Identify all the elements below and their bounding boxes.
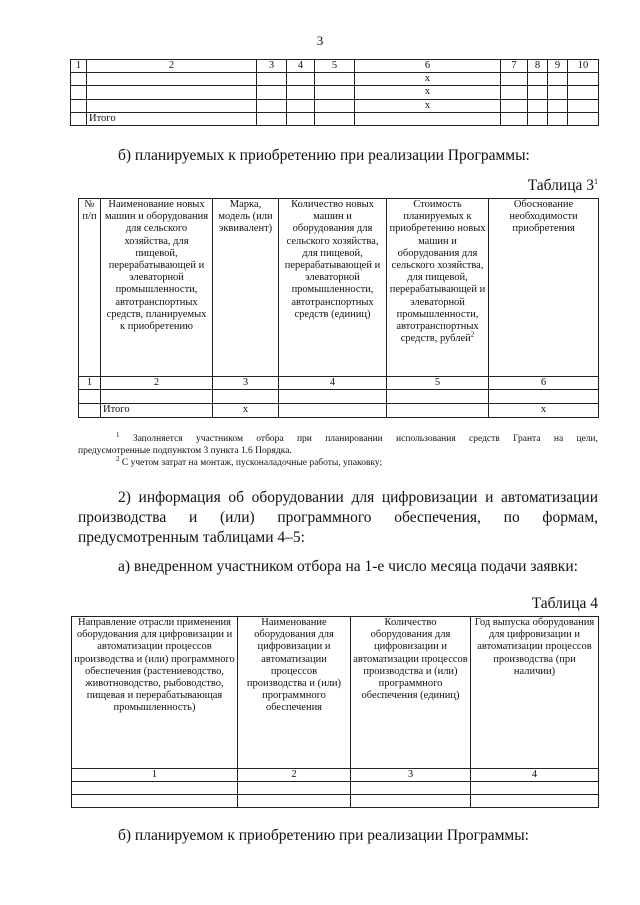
heading-planned-1: б) планируемых к приобретению при реализации Программы: (118, 147, 530, 164)
table-row (71, 99, 599, 112)
table-3 (78, 198, 599, 418)
footnote-1-line1 (78, 430, 598, 445)
t3-h-cost-sup: 2 (470, 330, 475, 339)
footnote-1-text: Заполняется участником отбора при планировании использования средств Гранта на цели, (132, 434, 598, 444)
table3-caption-text: Таблица 3 (527, 177, 594, 194)
th-1: 1 (71, 60, 87, 73)
cell-x: x (355, 73, 501, 86)
t3-n1: 1 (79, 377, 101, 390)
table-row (79, 390, 599, 404)
t3-total-label: Итого (101, 404, 213, 418)
t4-n2: 2 (238, 769, 351, 782)
t3-n2: 2 (101, 377, 213, 390)
th-7: 7 (501, 60, 528, 73)
table-row (72, 782, 599, 795)
footnote-1-line2: предусмотренные подпунктом 3 пункта 1.6 Порядка. (78, 446, 292, 456)
table4-header (72, 617, 599, 769)
t4-n4: 4 (471, 769, 599, 782)
table-top-header (71, 60, 599, 73)
footnote-2-sup: 2 (116, 454, 120, 463)
table-row (71, 73, 599, 86)
section2-line1 (78, 488, 598, 508)
table4-caption: Таблица 4 (531, 595, 598, 612)
t3-total-x1: x (213, 404, 279, 418)
heading-planned-2: б) планируемом к приобретению при реализации Программы: (118, 827, 529, 844)
th-4: 4 (287, 60, 315, 73)
section2-line1-text: 2) информация об оборудовании для цифровизации и автоматизации (118, 489, 598, 506)
footnote-2 (116, 454, 383, 469)
section2-line3: предусмотренным таблицами 4–5: (78, 529, 305, 546)
table-4 (71, 616, 599, 808)
section2-line2 (78, 508, 598, 528)
th-2: 2 (87, 60, 257, 73)
t3-h-num: № п/п (79, 199, 101, 377)
t4-h-name: Наименование оборудования для цифровизации и автоматизации процессов производства и (или) программного обеспечения (238, 617, 351, 769)
page-number: 3 (316, 33, 324, 48)
t3-h-cost-text: Стоимость планируемых к приобретению новых машин и оборудования для сельского хозяйства, для пищевой, перерабатывающей и элеваторной промышленности, автотранспортных средств, рублей (389, 199, 486, 345)
t4-n1: 1 (72, 769, 238, 782)
t3-h-name: Наименование новых машин и оборудования для сельского хозяйства, для пищевой, перерабатывающей и элеваторной промышленности, автотранспортных средств, планируемых к приобретению (101, 199, 213, 377)
t4-h-year: Год выпуска оборудования для цифровизации и автоматизации процессов производства (при наличии) (471, 617, 599, 769)
table3-header (79, 199, 599, 377)
t3-total-x2: x (489, 404, 599, 418)
table-row (72, 795, 599, 808)
t3-h-brand: Марка, модель (или эквивалент) (213, 199, 279, 377)
table-top (70, 59, 599, 126)
t3-h-reason: Обоснование необходимости приобретения (489, 199, 599, 377)
th-10: 10 (568, 60, 599, 73)
heading-introduced: а) внедренном участником отбора на 1-е число месяца подачи заявки: (118, 558, 578, 575)
th-5: 5 (315, 60, 355, 73)
table-row (71, 86, 599, 99)
th-9: 9 (548, 60, 568, 73)
t3-n3: 3 (213, 377, 279, 390)
t3-n6: 6 (489, 377, 599, 390)
table4-numbers (72, 769, 599, 782)
th-8: 8 (528, 60, 548, 73)
t3-n4: 4 (279, 377, 387, 390)
footnote-1-sup: 1 (116, 430, 120, 439)
th-6: 6 (355, 60, 501, 73)
total-label: Итого (87, 112, 257, 125)
t4-h-qty: Количество оборудования для цифровизации и автоматизации процессов производства и (или) программного обеспечения (единиц) (351, 617, 471, 769)
table3-total-row (79, 404, 599, 418)
t4-h-branch: Направление отрасли применения оборудования для цифровизации и автоматизации процессов производства и (или) программного обеспечения (растениеводство, животноводство, рыбоводство, пищевая и перерабатывающая промышленность) (72, 617, 238, 769)
cell-x: x (355, 99, 501, 112)
cell-x: x (355, 86, 501, 99)
t3-n5: 5 (387, 377, 489, 390)
table3-caption-sup: 1 (594, 176, 598, 186)
t3-h-cost (387, 199, 489, 377)
section2-line2-text: производства и (или) программного обеспечения, по формам, (78, 509, 598, 526)
table3-numbers (79, 377, 599, 390)
th-3: 3 (257, 60, 287, 73)
table-total-row (71, 112, 599, 125)
t4-n3: 3 (351, 769, 471, 782)
t3-h-qty: Количество новых машин и оборудования для сельского хозяйства, для пищевой, перерабатывающей и элеваторной промышленности, автотранспортных средств (единиц) (279, 199, 387, 377)
footnote-2-text: С учетом затрат на монтаж, пусконаладочные работы, упаковку; (121, 458, 383, 468)
table3-caption (528, 176, 598, 196)
